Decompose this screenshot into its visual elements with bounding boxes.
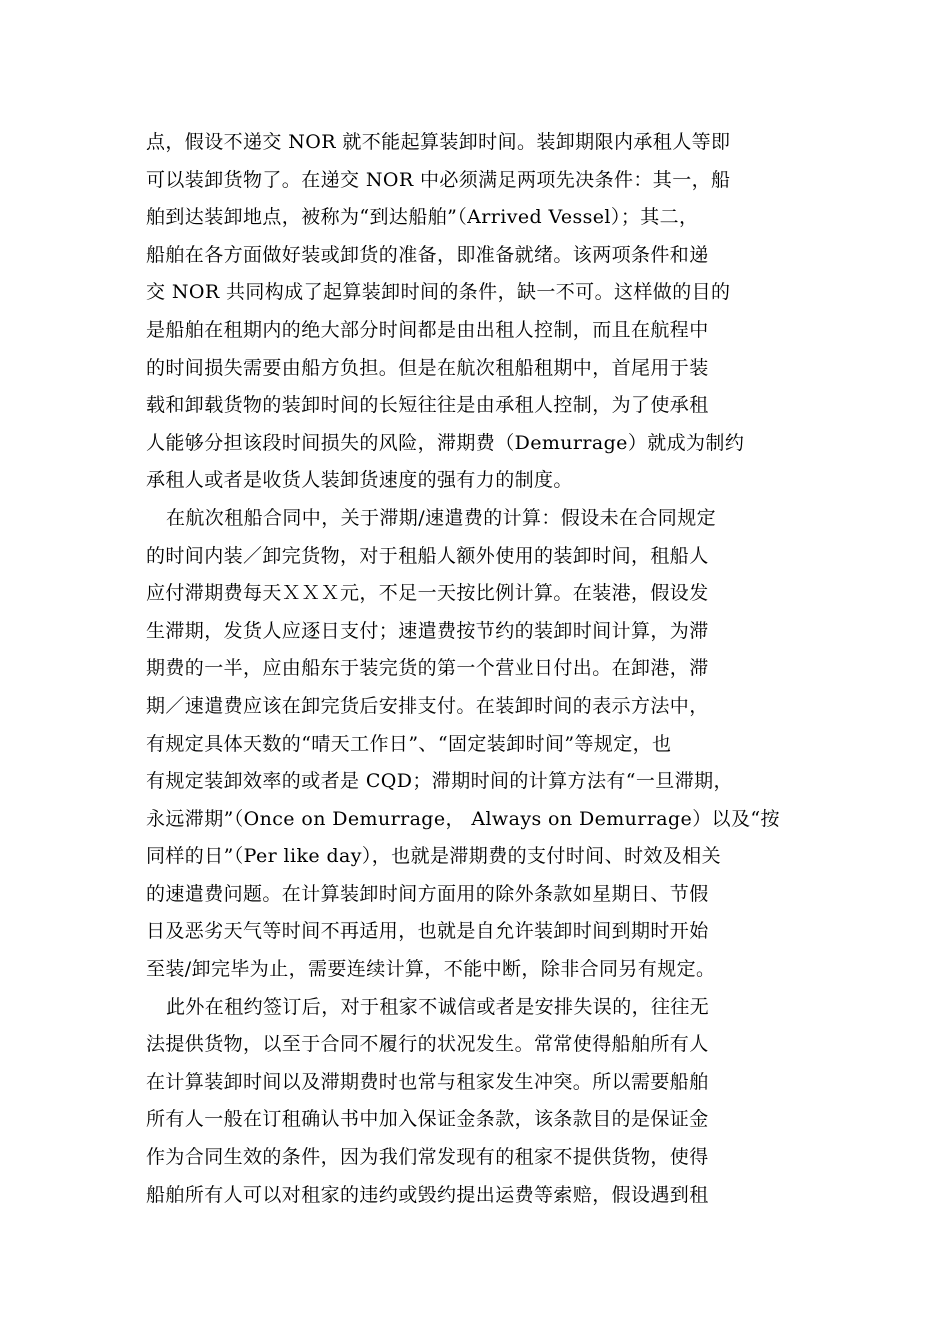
text-line: 永远滞期”（Once on Demurrage， Always on Demurrage）以及“按 <box>146 807 780 830</box>
paragraph-first-line: 在航次租船合同中，关于滞期/速遣费的计算：假设未在合同规定 <box>166 506 717 529</box>
text-line: 生滞期，发货人应逐日支付；速遣费按节约的装卸时间计算，为滞 <box>146 619 709 642</box>
text-line: 舶到达装卸地点，被称为“到达船舶”（Arrived Vessel）；其二， <box>146 206 699 229</box>
text-line: 载和卸载货物的装卸时间的长短往往是由承租人控制，为了使承租 <box>146 394 709 417</box>
text-line: 点，假设不递交 NOR 就不能起算装卸时间。装卸期限内承租人等即 <box>146 131 731 153</box>
text-line: 船舶所有人可以对租家的违约或毁约提出运费等索赔，假设遇到租 <box>146 1183 709 1206</box>
text-line: 在计算装卸时间以及滞期费时也常与租家发生冲突。所以需要船舶 <box>146 1070 709 1093</box>
text-line: 应付滞期费每天ＸＸＸ元，不足一天按比例计算。在装港，假设发 <box>146 582 709 605</box>
text-line: 有规定具体天数的“晴天工作日”、“固定装卸时间”等规定，也 <box>146 732 672 755</box>
text-line: 船舶在各方面做好装或卸货的准备，即准备就绪。该两项条件和递 <box>146 243 709 266</box>
text-line: 日及恶劣天气等时间不再适用，也就是自允许装卸时间到期时开始 <box>146 920 709 943</box>
text-line: 期费的一半，应由船东于装完货的第一个营业日付出。在卸港，滞 <box>146 657 709 680</box>
text-line: 是船舶在租期内的绝大部分时间都是由出租人控制，而且在航程中 <box>146 318 709 341</box>
body-text <box>146 124 816 1214</box>
text-line: 的速遣费问题。在计算装卸时间方面用的除外条款如星期日、节假 <box>146 882 709 905</box>
text-line: 交 NOR 共同构成了起算装卸时间的条件，缺一不可。这样做的目的 <box>146 281 731 304</box>
text-line: 法提供货物，以至于合同不履行的状况发生。常常使得船舶所有人 <box>146 1033 709 1056</box>
text-line: 至装/卸完毕为止，需要连续计算，不能中断，除非合同另有规定。 <box>146 958 716 981</box>
text-line: 人能够分担该段时间损失的风险，滞期费（Demurrage）就成为制约 <box>146 431 745 454</box>
text-line: 所有人一般在订租确认书中加入保证金条款，该条款目的是保证金 <box>146 1108 709 1131</box>
text-line: 期／速遣费应该在卸完货后安排支付。在装卸时间的表示方法中， <box>146 694 709 717</box>
text-line: 同样的日”（Per like day），也就是滞期费的支付时间、时效及相关 <box>146 845 721 868</box>
text-line: 有规定装卸效率的或者是 CQD；滞期时间的计算方法有“一旦滞期， <box>146 770 733 793</box>
text-line: 的时间内装／卸完货物，对于租船人额外使用的装卸时间，租船人 <box>146 544 709 567</box>
text-line: 作为合同生效的条件，因为我们常发现有的租家不提供货物，使得 <box>146 1146 709 1169</box>
text-line: 的时间损失需要由船方负担。但是在航次租船租期中，首尾用于装 <box>146 356 709 379</box>
text-line: 可以装卸货物了。在递交 NOR 中必须满足两项先决条件：其一，船 <box>146 168 731 191</box>
text-line: 承租人或者是收货人装卸货速度的强有力的制度。 <box>146 469 573 492</box>
paragraph-first-line: 此外在租约签订后，对于租家不诚信或者是安排失误的，往往无 <box>166 995 710 1018</box>
